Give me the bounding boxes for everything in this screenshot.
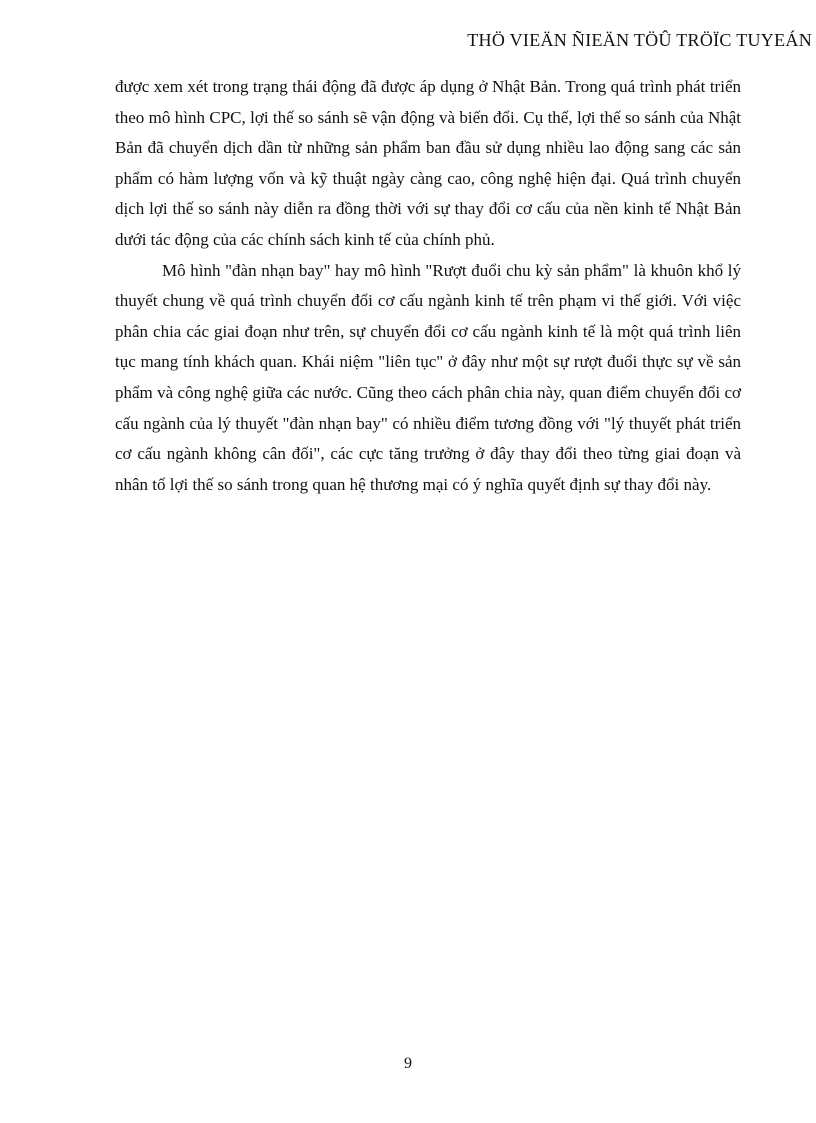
page-header: THÖ VIEÄN ÑIEÄN TÖÛ TRÖÏC TUYEÁN [467, 30, 812, 50]
body-text [115, 72, 741, 500]
page-number: 9 [404, 1055, 412, 1072]
paragraph-continuation: được xem xét trong trạng thái động đã được áp dụng ở Nhật Bản. Trong quá trình phát triển theo mô hình CPC, lợi thế so sánh sẽ vận động và biến đổi. Cụ thể, lợi thế so sánh của Nhật Bản đã chuyển dịch dần từ những sản phẩm ban đầu sử dụng nhiều lao động sang các sản phẩm có hàm lượng vốn và kỹ thuật ngày càng cao, công nghệ hiện đại. Quá trình chuyển dịch lợi thế so sánh này diễn ra đồng thời với sự thay đổi cơ cấu của nền kinh tế Nhật Bản dưới tác động của các chính sách kinh tế của chính phủ. [115, 77, 741, 249]
paragraph-flying-geese-model: Mô hình "đàn nhạn bay" hay mô hình "Rượt đuổi chu kỳ sản phẩm" là khuôn khổ lý thuyết chung về quá trình chuyển đổi cơ cấu ngành kinh tế trên phạm vi thế giới. Với việc phân chia các giai đoạn như trên, sự chuyển đổi cơ cấu ngành kinh tế là một quá trình liên tục mang tính khách quan. Khái niệm "liên tục" ở đây như một sự rượt đuổi thực sự về sản phẩm và công nghệ giữa các nước. Cũng theo cách phân chia này, quan điểm chuyển đổi cơ cấu ngành của lý thuyết "đàn nhạn bay" có nhiều điểm tương đồng với "lý thuyết phát triển cơ cấu ngành không cân đối", các cực tăng trưởng ở đây thay đổi theo từng giai đoạn và nhân tố lợi thế so sánh trong quan hệ thương mại có ý nghĩa quyết định sự thay đổi này. [115, 260, 741, 494]
